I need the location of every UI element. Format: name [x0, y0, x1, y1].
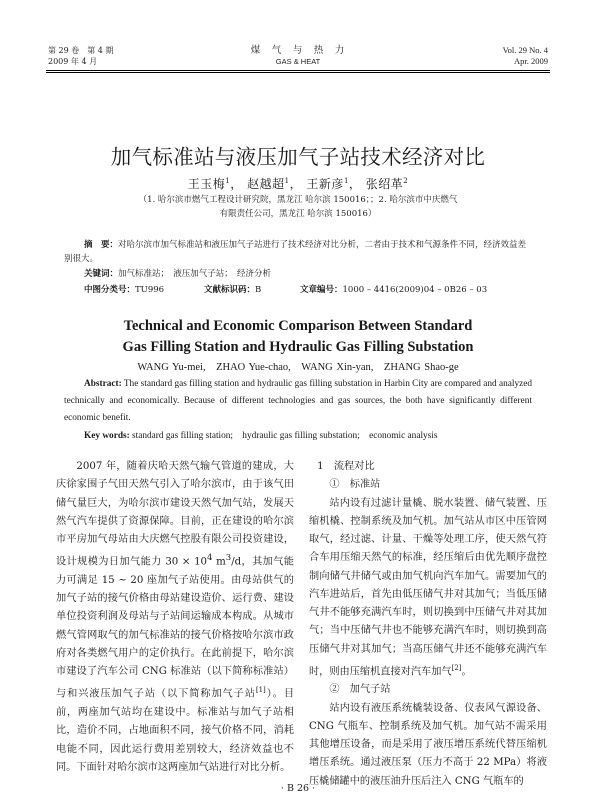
body-column-left — [56, 458, 294, 777]
body-text: 。 — [461, 666, 472, 678]
header-rule-thin — [46, 72, 550, 73]
author-affil-mark: 1 — [284, 177, 290, 185]
keywords-en — [84, 427, 438, 441]
abstract-cn-label: 摘 要： — [84, 240, 119, 250]
author-separator: ， — [289, 177, 303, 191]
citation-ref: [1] — [255, 686, 266, 695]
article-number-label: 文章编号： — [300, 285, 343, 295]
abstract-cn — [64, 238, 532, 266]
clc-number — [84, 283, 164, 295]
author-name: 王玉梅 — [187, 177, 226, 191]
article-title-en: Technical and Economic Comparison Between Standard — [123, 318, 473, 334]
section-heading: 1 流程对比 — [317, 461, 375, 472]
subsection-heading: ② 加气子站 — [329, 684, 391, 696]
exponent: 4 — [207, 553, 213, 564]
doc-code-value: B — [255, 285, 262, 295]
author-separator: ， — [230, 177, 243, 191]
body-text: ）。目前，两座加气站均在建设中。标准站与加气子站相比，造价不同，占地面积不同，接气价格不同，消耗电能不同，因此运行费用差别较大，经济效益也不同。下面针对哈尔滨市这两座加气站进行对比分析。 — [56, 688, 295, 773]
author-name: 张绍革 — [365, 177, 404, 191]
abstract-en-text: The standard gas filling station and hydraulic gas filling substation in Harbin City are compared and analyzed technically and economically. Because of different technologies and gas sources, the both have significantly different economic benefit. — [64, 379, 532, 423]
keywords-cn — [84, 267, 271, 279]
body-paragraph — [309, 495, 547, 682]
affiliation-line: （1. 哈尔滨市燃气工程设计研究院，黑龙江 哈尔滨 150016；；2. 哈尔滨市中庆燃气 — [138, 195, 458, 205]
page-number: · B 26 · — [280, 783, 316, 794]
keywords-cn-text: 加气标准站； 液压加气子站； 经济分析 — [118, 269, 272, 279]
citation-ref: [2] — [451, 663, 462, 672]
authors-cn — [0, 175, 596, 192]
abstract-en-label: Abstract: — [84, 379, 122, 389]
subsection-heading: ① 标准站 — [329, 479, 381, 491]
author-separator: ， — [348, 177, 362, 191]
header-date: 2009 年 4 月 — [48, 57, 98, 66]
authors-en: WANG Yu-mei, ZHAO Yue-chao, WANG Xin-yan, ZHANG Shao-ge — [137, 362, 459, 373]
header-date-en: Apr. 2009 — [514, 56, 548, 66]
keywords-en-text: standard gas filling station; hydraulic gas filling substation; economic analysis — [129, 431, 438, 441]
article-number-value: 1000 – 4416(2009)04 – 0B26 – 03 — [342, 285, 488, 295]
header-volume-en: Vol. 29 No. 4 — [502, 45, 548, 55]
header-rule — [46, 70, 550, 71]
affiliation-line: 有限责任公司，黑龙江 哈尔滨 150016） — [219, 209, 377, 219]
header-volume: 第 29 卷 第 4 期 — [48, 46, 114, 55]
body-paragraph — [56, 458, 294, 777]
document-code — [204, 283, 261, 295]
clc-label: 中图分类号： — [84, 285, 136, 295]
keywords-en-label: Key words: — [84, 431, 130, 441]
author-name: 赵越超 — [247, 177, 285, 191]
body-text: 2007 年，随着庆哈天然气输气管道的建成，大庆徐家围子气田天然气引入了哈尔滨市，由于该气田储气量巨大，为哈尔滨市建设天然气加气站，发展天然气汽车提供了资源保障。目前，正在建设的哈尔滨市平房加气母站由大庆燃气控股有限公司投资建设，设计规模为日加气能力 30 × 10 — [56, 461, 294, 568]
body-text: m — [212, 556, 226, 568]
article-number — [300, 283, 487, 295]
journal-name-en: GAS & HEAT — [275, 57, 321, 66]
clc-value: TU996 — [135, 285, 165, 295]
abstract-cn-text: 对哈尔滨市加气标准站和液压加气子站进行了技术经济对比分析，二者由于技术和气源条件不同，经济效益差别很大。 — [64, 240, 527, 264]
abstract-en — [64, 376, 532, 427]
body-paragraph: 站内设有液压系统橇装设备、仪表风气源设备、CNG 气瓶车、控制系统及加气机。加气站不需采用其他增压设备，而是采用了液压增压系统代替压缩机增压系统。通过液压泵（压力不高于 22 MPa）将液压橇储罐中的液压油升压后注入 CNG 气瓶车的 — [309, 702, 547, 787]
author-name: 王新彦 — [306, 177, 344, 191]
journal-name-cn: 煤 气 与 热 力 — [250, 45, 346, 56]
article-title-cn: 加气标准站与液压加气子站技术经济对比 — [110, 145, 486, 169]
doc-code-label: 文献标识码： — [204, 285, 256, 295]
body-text: 站内设有过滤计量橇、脱水装置、储气装置、压缩机橇、控制系统及加气机。加气站从市区中压管网取气，经过滤、计量、干燥等处理工序，使天然气符合车用压缩天然气的标准，经压缩后由优先顺序盘控制向储气井储气或由加气机向汽车加气。需要加气的汽车进站后，首先由低压储气井对其加气；当低压储气井不能够充满汽车时，则切换到中压储气井对其加气；当中压储气井也不能够充满汽车时，则切换到高压储气井对其加气；当高压储气井还不能够充满汽车时，则由压缩机直接对汽车加气 — [309, 497, 547, 678]
exponent: 3 — [225, 553, 232, 564]
author-affil-mark: 2 — [403, 177, 409, 185]
body-column-right — [309, 458, 547, 791]
article-title-en-line2: Gas Filling Station and Hydraulic Gas Filling Substation — [122, 339, 474, 355]
author-affil-mark: 1 — [225, 177, 231, 185]
body-text: /d，其加气能力可满足 15 ~ 20 座加气子站使用。由母站供气的加气子站的接气价格由母站建设造价、运行费、建设单位投资利润及母站与子站间运输成本构成。从城市燃气管网取气的加气标准站的接气价格按哈尔滨市政府对各类燃气用户的定价执行。在此前提下，哈尔滨市建设了汽车公司 CNG 标准站（以下简称标准站）与和兴液压加气子站（以下简称加气子站 — [56, 556, 294, 700]
keywords-cn-label: 关键词： — [84, 269, 119, 279]
header-volume-info-en — [503, 45, 548, 67]
author-affil-mark: 1 — [343, 177, 349, 185]
